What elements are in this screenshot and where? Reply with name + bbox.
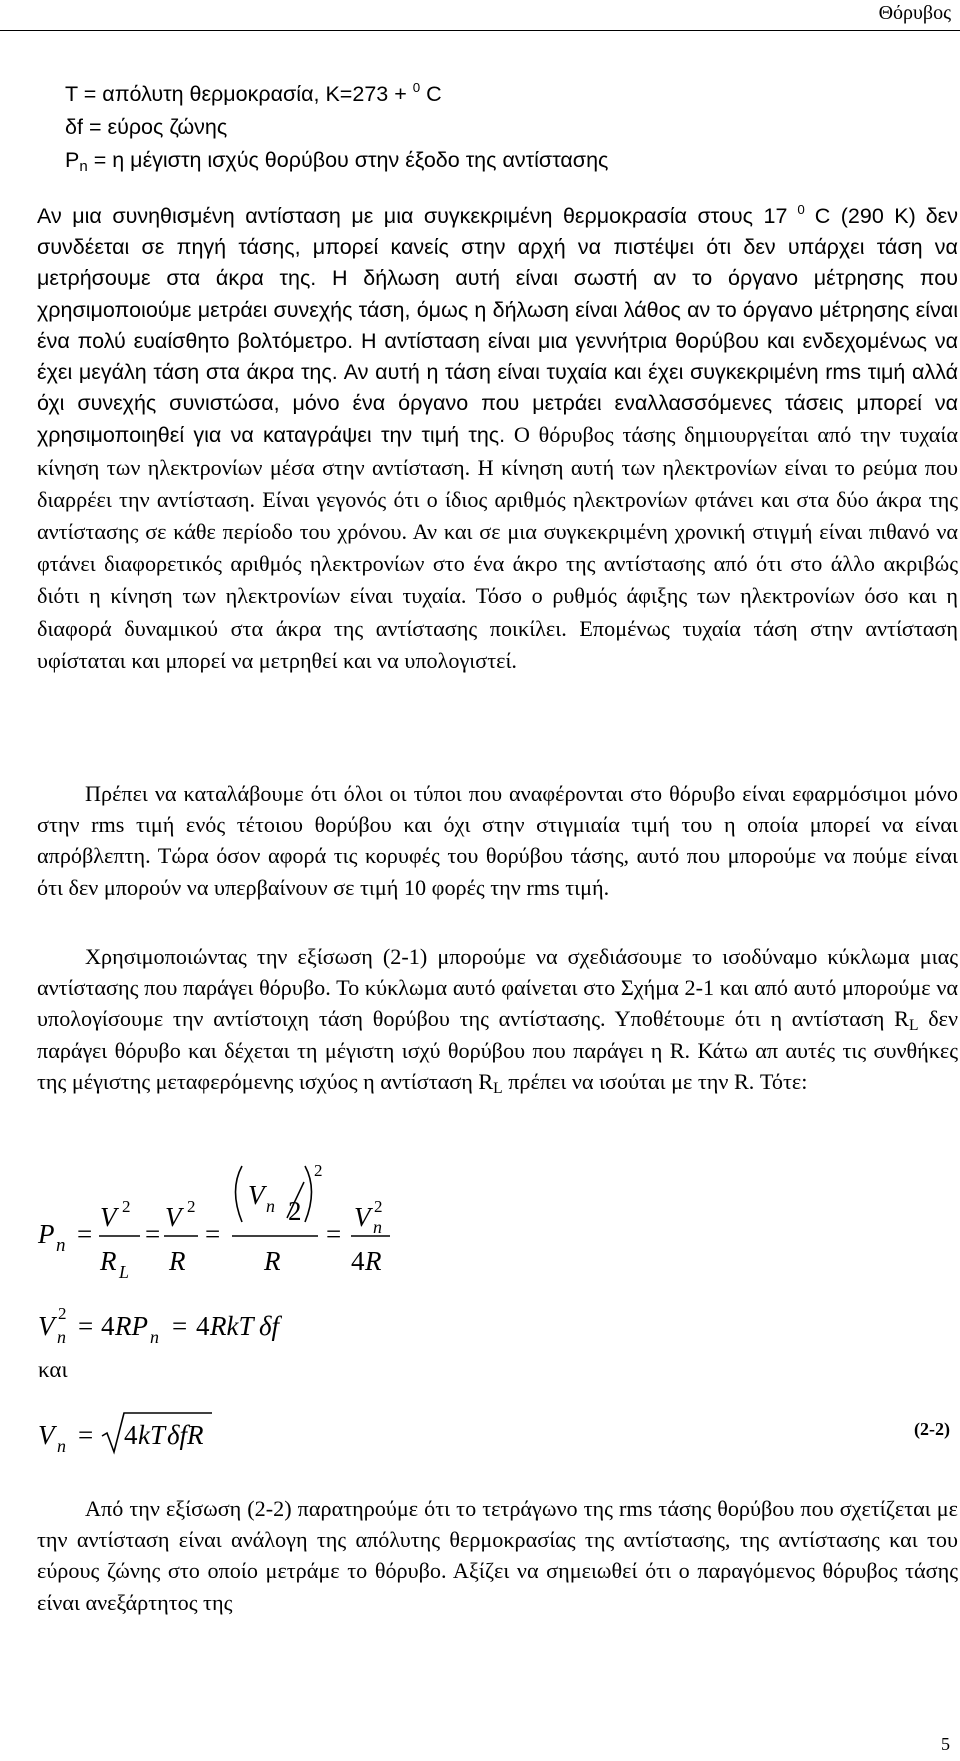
page-number: 5 — [941, 1734, 950, 1754]
svg-text:V: V — [38, 1311, 55, 1341]
definition-tail: C — [426, 82, 442, 106]
svg-text:V: V — [100, 1202, 117, 1232]
paragraph-3-text-b: δεν παράγει θόρυβο και δέχεται τη μέγιστη ισχύ θορύβου που παράγει η R. Κάτω απ αυτές τις συνθήκες της μέγιστης μεταφερόμενης ισχύος η αντίσταση R — [37, 1006, 959, 1094]
paragraph-1-text-a-tail: C (290 K) — [814, 204, 916, 228]
svg-text:P: P — [38, 1219, 55, 1249]
svg-text:4: 4 — [351, 1246, 365, 1276]
equation-voltage-squared — [38, 1304, 283, 1347]
svg-text:4: 4 — [196, 1311, 210, 1341]
svg-text:4: 4 — [101, 1311, 115, 1341]
definition-text: εύρος ζώνης — [107, 115, 228, 139]
paragraph-2: Πρέπει να καταλάβουμε ότι όλοι οι τύποι που αναφέρονται στο θόρυβο είναι εφαρμόσιμοι μόνο στην rms τιμή ενός τέτοιου θορύβου και όχι στην στιγμιαία τιμή του η οποία μπορεί να είναι απρόβλεπτη. Τώρα όσον αφορά τις κορυφές του θορύβου τάσης, αυτό που μπορούμε να πούμε είναι ότι δεν μπορούν να υπερβαίνουν σε τιμή 10 φορές την rms τιμή. — [37, 781, 958, 900]
svg-text:2: 2 — [374, 1197, 383, 1216]
svg-text:2: 2 — [58, 1304, 67, 1323]
definition-equals: = — [88, 115, 102, 139]
definition-symbol: δf — [65, 115, 83, 139]
subscript-L: L — [493, 1079, 503, 1097]
svg-text:n: n — [57, 1436, 66, 1456]
definition-equals: = — [83, 82, 97, 106]
svg-text:n: n — [266, 1196, 275, 1216]
svg-text:=: = — [145, 1219, 161, 1249]
paragraph-1-text-a: Αν μια συνηθισμένη αντίσταση με μια συγκεκριμένη θερμοκρασία στους 17 — [37, 204, 788, 228]
svg-text:L: L — [119, 1262, 130, 1282]
svg-text:=: = — [205, 1219, 221, 1249]
svg-text:V: V — [38, 1420, 55, 1450]
definition-subscript: n — [79, 158, 88, 175]
svg-text:R: R — [100, 1246, 117, 1276]
equation-power — [37, 1161, 390, 1282]
definition-symbol: T — [65, 82, 78, 106]
definition-equals: = — [93, 148, 107, 172]
header-title: Θόρυβος — [878, 2, 951, 24]
svg-text:R: R — [169, 1246, 186, 1276]
svg-text:n: n — [373, 1217, 382, 1237]
paragraph-1-text-d: Ο θόρυβος τάσης δημιουργείται από την τυχαία κίνηση των ηλεκτρονίων μέσα στην αντίσταση. Η κίνηση αυτή των ηλεκτρονίων είναι το ρεύμα που διαρρέει την αντίσταση. Είναι γεγονός ότι ο ίδιος αριθμός ηλεκτρονίων φτάνει και στα δύο άκρα της αντίστασης σε κάθε περίοδο του χρόνου. Αν και σε μια συγκεκριμένη χρονική στιγμή είναι πιθανό να φτάνει διαφορετικός αριθμός ηλεκτρονίων στο ένα άκρο της αντίστασης από ότι στο άλλο ακριβώς διότι η κίνηση των ηλεκτρονίων είναι τυχαία. Τόσο ο ρυθμός άφιξης των ηλεκτρονίων όσο και η διαφορά δυναμικού στα άκρα της αντίστασης ποικίλει. Επομένως τυχαία τάση στην αντίσταση υφίσταται και μπορεί να μετρηθεί και να υπολογιστεί. — [37, 422, 959, 673]
subscript-L: L — [908, 1017, 919, 1035]
definition-text: η μέγιστη ισχύς θορύβου στην έξοδο της αντίστασης — [112, 148, 609, 172]
svg-text:n: n — [150, 1327, 159, 1347]
paragraph-3-text-a: Χρησιμοποιώντας την εξίσωση (2-1) μπορούμε να σχεδιάσουμε το ισοδύναμο κύκλωμα μιας αντίστασης που παράγει θόρυβο. Το κύκλωμα αυτό φαίνεται στο Σχήμα 2-1 και από αυτό μπορούμε να υπολογίσουμε την αντίστοιχη τάση θορύβου της αντίστασης. Υποθέτουμε ότι η αντίσταση R — [37, 944, 958, 1032]
definition-superscript: 0 — [412, 80, 421, 95]
paragraph-3-text-c: πρέπει να ισούται με την R. Τότε: — [508, 1068, 808, 1094]
svg-text:R: R — [264, 1246, 281, 1276]
svg-text:4: 4 — [124, 1420, 138, 1450]
svg-text:V: V — [165, 1202, 182, 1232]
svg-text:2: 2 — [122, 1197, 131, 1216]
svg-text:n: n — [57, 1327, 66, 1347]
degree-superscript: 0 — [797, 202, 805, 217]
svg-text:2: 2 — [187, 1197, 196, 1216]
svg-text:RP: RP — [115, 1311, 148, 1341]
paragraph-1-text-c: Αν αυτή η τάση είναι τυχαία και έχει συγκεκριμένη rms τιμή αλλά όχι συνεχής συνιστώσα, μόνο ένα όργανο που μετράει εναλλασσόμενες τάσεις μπορεί να χρησιμοποιηθεί για να καταγράψει την τιμή της. — [37, 360, 959, 448]
svg-text:=: = — [77, 1219, 93, 1249]
svg-text:n: n — [56, 1235, 66, 1256]
paragraph-1-text-b: δεν συνδέεται σε πηγή τάσης, μπορεί κανείς στην αρχή να πιστέψει ότι δεν υπάρχει τάση να μετρήσουμε στα άκρα της. Η δήλωση αυτή είναι σωστή αν το όργανο μέτρησης που χρησιμοποιούμε μετράει συνεχής τάση, όμως η δήλωση είναι λάθος αν το όργανο μέτρησης είναι ένα πολύ ευαίσθητο βολτόμετρο. Η αντίσταση είναι μια γεννήτρια θορύβου και ενδεχομένως να έχει μεγάλη τάση στα άκρα της. — [37, 204, 959, 385]
paragraph-4: Από την εξίσωση (2-2) παρατηρούμε ότι το τετράγωνο της rms τάσης θορύβου που σχετίζεται με την αντίσταση είναι ανάλογη της απόλυτης θερμοκρασίας της αντίστασης, της αντίστασης και του εύρους ζώνης στο οποίο μετράμε το θόρυβο. Αξίζει να σημειωθεί ότι ο παραγόμενος θόρυβος τάσης είναι ανεξάρτητος της — [37, 1496, 958, 1615]
equation-noise-voltage — [38, 1413, 212, 1456]
svg-text:RkT: RkT — [210, 1311, 254, 1341]
svg-text:2: 2 — [288, 1196, 302, 1226]
svg-text:R: R — [365, 1246, 382, 1276]
svg-text:=: = — [78, 1311, 94, 1341]
equation-conjunction: και — [38, 1357, 68, 1382]
svg-text:=: = — [326, 1219, 342, 1249]
svg-text:δf: δf — [259, 1311, 280, 1341]
svg-text:=: = — [172, 1311, 188, 1341]
svg-text:2: 2 — [314, 1161, 323, 1180]
svg-text:V: V — [248, 1180, 265, 1210]
equation-number: (2-2) — [914, 1419, 950, 1439]
svg-text:kT: kT — [138, 1420, 165, 1450]
definition-text: απόλυτη θερμοκρασία, K=273 + — [102, 82, 407, 106]
svg-text:δfR: δfR — [167, 1420, 204, 1450]
svg-text:=: = — [78, 1420, 94, 1450]
definition-symbol: P — [65, 148, 80, 172]
svg-text:V: V — [354, 1202, 371, 1232]
